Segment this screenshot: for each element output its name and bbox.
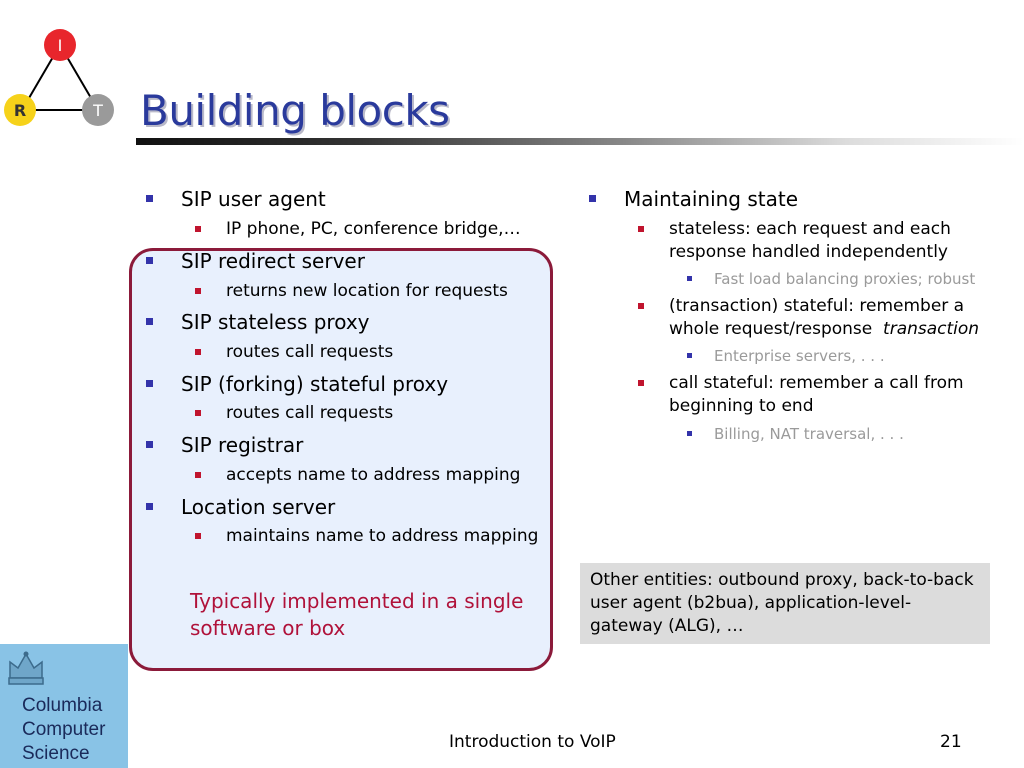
bullet-item — [181, 495, 335, 519]
footer-title: Introduction to VoIP — [449, 732, 616, 752]
sub-bullet-marker — [195, 349, 201, 355]
bullet-label: Maintaining state — [624, 187, 799, 211]
sub-bullet-item — [226, 341, 393, 364]
sub-bullet-item — [669, 218, 951, 264]
sub-bullet-line2: response handled independently — [669, 242, 948, 262]
bullet-item — [181, 433, 303, 457]
other-entities-box: Other entities: outbound proxy, back-to-back user agent (b2bua), application-level-gateway (ALG), … — [580, 563, 990, 644]
crown-icon — [6, 650, 46, 686]
sub-bullet-label: routes call requests — [226, 403, 394, 423]
sub-bullet-label: IP phone, PC, conference bridge,… — [226, 219, 521, 239]
detail-marker — [687, 276, 692, 281]
irt-logo — [0, 28, 125, 143]
bullet-marker — [146, 380, 153, 387]
sub-bullet-line1: call stateful: remember a call from — [669, 373, 964, 393]
sub-bullet-marker — [195, 533, 201, 539]
sub-bullet-item — [226, 402, 393, 425]
detail-label: Fast load balancing proxies; robust — [714, 270, 976, 288]
columbia-logo-text — [22, 694, 105, 766]
bullet-marker — [146, 503, 153, 510]
box-note: Typically implemented in a single software or box — [190, 589, 524, 640]
bullet-item — [181, 187, 326, 211]
sub-bullet-item — [226, 218, 521, 241]
sub-bullet-line1: stateless: each request and each — [669, 219, 951, 239]
detail-item — [714, 424, 904, 444]
sub-bullet-marker — [195, 226, 201, 232]
columbia-line1: Columbia — [22, 695, 103, 716]
sub-bullet-item — [226, 525, 538, 548]
detail-label: Billing, NAT traversal, . . . — [714, 425, 904, 443]
columbia-line2: Computer — [22, 719, 106, 740]
bullet-marker — [146, 318, 153, 325]
sub-bullet-line1: (transaction) stateful: remember a — [669, 296, 965, 316]
title-rule — [136, 138, 1024, 145]
sub-bullet-label: returns new location for requests — [226, 281, 508, 301]
sub-bullet-label: maintains name to address mapping — [226, 526, 539, 546]
sub-bullet-line2: beginning to end — [669, 396, 814, 416]
bullet-marker — [589, 195, 596, 202]
detail-label: Enterprise servers, . . . — [714, 347, 885, 365]
sub-bullet-label: routes call requests — [226, 342, 394, 362]
columbia-logo — [0, 644, 128, 768]
sub-bullet-item — [226, 464, 520, 487]
detail-marker — [687, 431, 692, 436]
sub-bullet-emphasis: transaction — [883, 319, 980, 339]
irt-logo-t-letter: T — [93, 101, 103, 120]
sub-bullet-marker — [195, 288, 201, 294]
sub-bullet-marker — [638, 303, 644, 309]
bullet-label: SIP registrar — [181, 433, 304, 457]
bullet-item — [181, 372, 448, 396]
columbia-line3: Science — [22, 743, 90, 764]
bullet-item — [181, 249, 365, 273]
sub-bullet-label: accepts name to address mapping — [226, 465, 521, 485]
sub-bullet-item — [226, 280, 508, 303]
slide-title: Building blocks — [140, 86, 450, 135]
detail-item — [714, 346, 885, 366]
bullet-item — [181, 310, 370, 334]
sub-bullet-marker — [195, 410, 201, 416]
irt-logo-i-letter: I — [57, 36, 63, 55]
sub-bullet-item — [669, 295, 979, 341]
sub-bullet-marker — [638, 380, 644, 386]
bullet-marker — [146, 195, 153, 202]
sub-bullet-line2: whole request/response — [669, 319, 873, 339]
sub-bullet-item — [669, 372, 964, 418]
page-number: 21 — [940, 732, 962, 752]
sub-bullet-marker — [638, 226, 644, 232]
bullet-label: SIP (forking) stateful proxy — [181, 372, 449, 396]
detail-marker — [687, 353, 692, 358]
irt-logo-r-letter: R — [13, 101, 27, 120]
bullet-label: SIP user agent — [181, 187, 326, 211]
bullet-label: Location server — [181, 495, 336, 519]
bullet-marker — [146, 441, 153, 448]
bullet-label: SIP stateless proxy — [181, 310, 370, 334]
detail-item — [714, 269, 975, 289]
bullet-label: SIP redirect server — [181, 249, 365, 273]
sub-bullet-marker — [195, 472, 201, 478]
bullet-marker — [146, 257, 153, 264]
bullet-item — [624, 187, 798, 211]
